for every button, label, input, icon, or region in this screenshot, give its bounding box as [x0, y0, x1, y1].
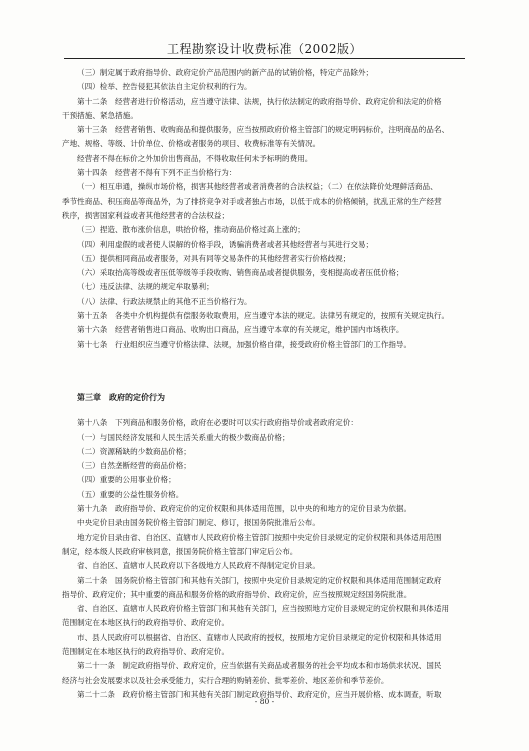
paragraph: （八）法律、行政法规禁止的其他不正当价格行为。 — [77, 296, 252, 306]
header-rule — [64, 58, 465, 59]
article-12: 第十二条 经营者进行价格活动，应当遵守法律、法规，执行依法制定的政府指导价、政府定价和法定的价格 — [77, 96, 442, 106]
article-16: 第十六条 经营者销售进口商品、收购出口商品，应当遵守本章的有关规定，维护国内市场秩序。 — [77, 325, 404, 335]
paragraph: （四）重要的公用事业价格； — [77, 475, 176, 485]
paragraph: 产地、规格、等级、计价单位、价格或者服务的项目、收费标准等有关情况。 — [62, 139, 321, 149]
paragraph: （一）相互串通，操纵市场价格，损害其他经营者或者消费者的合法权益；（二）在依法降价处理鲜活商品、 — [77, 182, 438, 192]
paragraph: 省、自治区、直辖市人民政府以下各级地方人民政府不得制定定价目录。 — [77, 561, 320, 571]
paragraph: （三）自然垄断经营的商品价格； — [77, 461, 191, 471]
paragraph: 干预措施、紧急措施。 — [62, 110, 138, 120]
paragraph: 地方定价目录由省、自治区、直辖市人民政府价格主管部门按照中央定价目录规定的定价权限和具体适用范围 — [77, 532, 442, 542]
paragraph: （五）提供相同商品或者服务，对具有同等交易条件的其他经营者实行价格歧视； — [77, 253, 351, 263]
article-22: 第二十二条 政府价格主管部门和其他有关部门制定政府指导价、政府定价，应当开展价格、成本调查，听取 — [77, 689, 442, 699]
paragraph: （五）重要的公益性服务价格。 — [77, 489, 184, 499]
chapter-title: 第三章 政府的定价行为 — [77, 391, 165, 402]
article-15: 第十五条 各类中介机构提供有偿服务收取费用，应当遵守本法的规定。法律另有规定的，按照有关规定执行。 — [77, 311, 450, 321]
paragraph: （三）制定属于政府指导价、政府定价产品范围内的新产品的试销价格，特定产品除外； — [77, 68, 374, 77]
paragraph: 中央定价目录由国务院价格主管部门制定、修订，报国务院批准后公布。 — [77, 518, 320, 528]
paragraph: 省、自治区、直辖市人民政府价格主管部门和其他有关部门，应当按照地方定价目录规定的定价权限和具体适用 — [77, 604, 450, 614]
paragraph: （四）检举、控告侵犯其依法自主定价权利的行为。 — [77, 82, 252, 92]
paragraph: 指导价、政府定价；其中重要的商品和服务价格的政府指导价、政府定价，应当按照规定经国务院批准。 — [62, 589, 412, 599]
article-20: 第二十条 国务院价格主管部门和其他有关部门，按照中央定价目录规定的定价权限和具体适用范围制定政府 — [77, 575, 442, 585]
paragraph: 市、县人民政府可以根据省、自治区、直辖市人民政府的授权，按照地方定价目录规定的定价权限和具体适用 — [77, 632, 442, 642]
article-21: 第二十一条 制定政府指导价、政府定价，应当依据有关商品或者服务的社会平均成本和市场供求状况、国民 — [77, 661, 442, 671]
paragraph: 经济与社会发展要求以及社会承受能力，实行合理的购销差价、批零差价、地区差价和季节差价。 — [62, 675, 389, 685]
document-body — [62, 66, 468, 702]
article-17: 第十七条 行业组织应当遵守价格法律、法规，加强价格自律，接受政府价格主管部门的工作指导。 — [77, 339, 412, 349]
article-13: 第十三条 经营者销售、收购商品和提供服务，应当按照政府价格主管部门的规定明码标价，注明商品的品名、 — [77, 125, 450, 135]
paragraph: 季节性商品、积压商品等商品外，为了排挤竞争对手或者独占市场，以低于成本的价格倾销，扰乱正常的生产经营 — [62, 196, 442, 206]
article-19: 第十九条 政府指导价、政府定价的定价权限和具体适用范围，以中央的和地方的定价目录为依据。 — [77, 504, 412, 514]
paragraph: （四）利用虚假的或者使人误解的价格手段，诱骗消费者或者其他经营者与其进行交易； — [77, 239, 374, 249]
paragraph: 范围制定在本地区执行的政府指导价、政府定价。 — [62, 646, 230, 656]
article-18: 第十八条 下列商品和服务价格，政府在必要时可以实行政府指导价或者政府定价： — [77, 418, 358, 428]
paragraph: 秩序，损害国家利益或者其他经营者的合法权益； — [62, 210, 230, 220]
section-gap — [62, 352, 468, 390]
section-gap — [62, 404, 468, 416]
paragraph: （二）资源稀缺的少数商品价格； — [77, 446, 191, 456]
page-number: - 80 - — [254, 697, 275, 706]
paragraph: （七）违反法律、法规的规定牟取暴利； — [77, 282, 214, 292]
paragraph: （六）采取抬高等级或者压低等级等手段收购、销售商品或者提供服务，变相提高或者压低价格； — [77, 268, 404, 278]
article-14: 第十四条 经营者不得有下列不正当价格行为： — [77, 168, 237, 178]
paragraph: （一）与国民经济发展和人民生活关系重大的极少数商品价格； — [77, 432, 290, 442]
paragraph: 制定，经本级人民政府审核同意，报国务院价格主管部门审定后公布。 — [62, 546, 298, 556]
page-header: 工程勘察设计收费标准（2002版） — [166, 42, 363, 56]
paragraph: 经营者不得在标价之外加价出售商品，不得收取任何未予标明的费用。 — [77, 153, 313, 163]
paragraph: （三）捏造、散布涨价信息，哄抬价格，推动商品价格过高上涨的； — [77, 225, 305, 235]
paragraph: 范围制定在本地区执行的政府指导价、政府定价。 — [62, 618, 230, 628]
